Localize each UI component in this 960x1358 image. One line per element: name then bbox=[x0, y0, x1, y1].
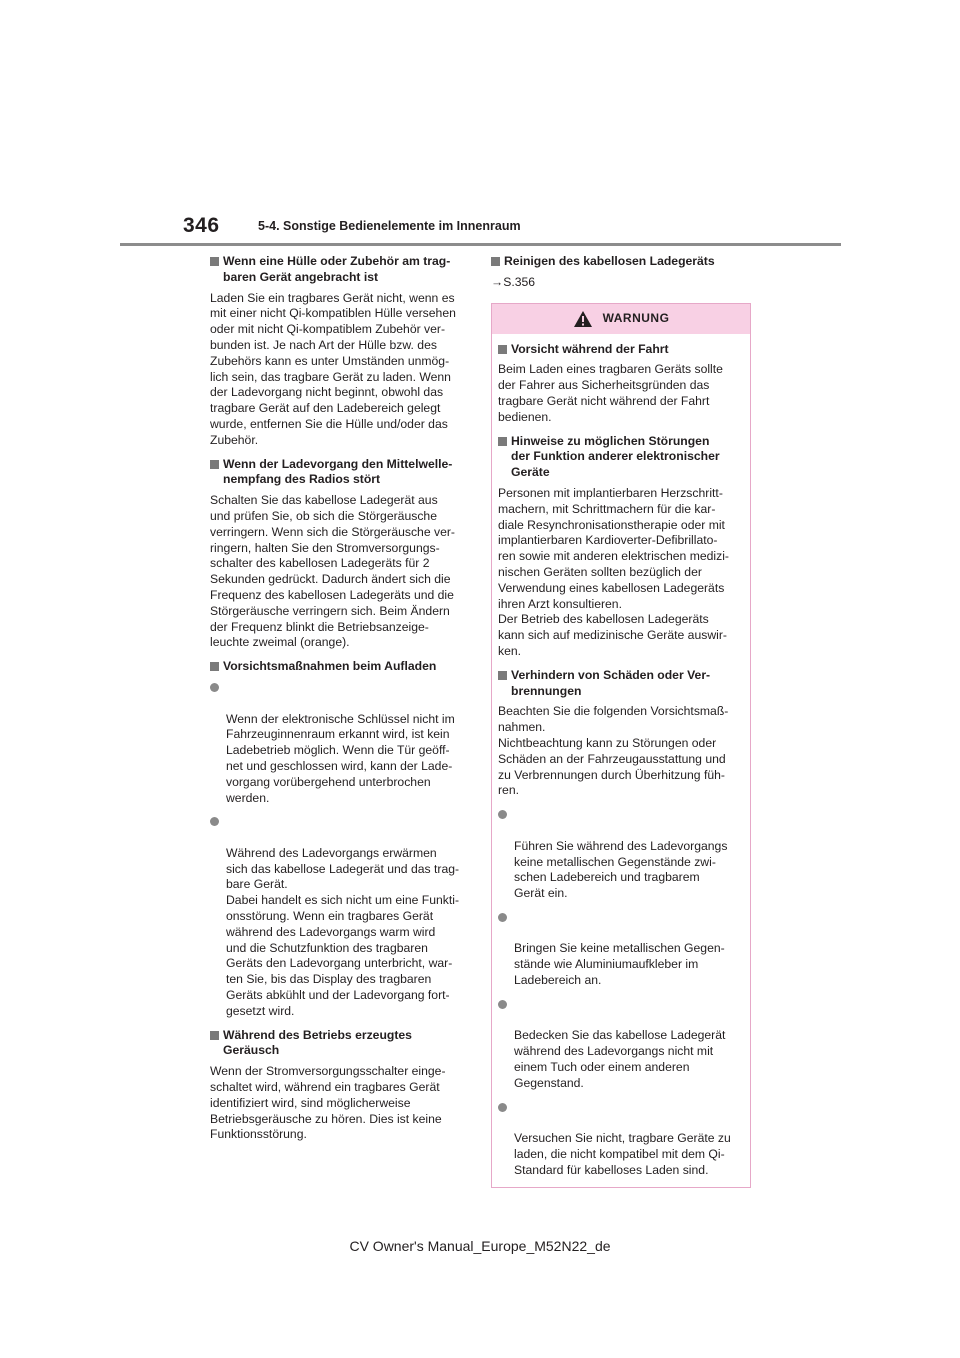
bullet-text: Während des Ladevorgangs erwärmen sich das kabellose Ladegerät und das trag- bare Gerät. Dabei handelt es sich nicht um eine Funkti- onsstörung. Wenn ein tragbares Gerät während des Ladevorgangs warm wird und die Schutzfunktion des tragbaren Geräts den Ladevorgang unterbricht, war- ten Sie, bis das Display des tragbaren Geräts abkühlt und der Ladevorgang fort- gesetzt wird. bbox=[226, 845, 460, 1018]
warning-heading-interference bbox=[498, 434, 744, 481]
section-heading-text: Wenn der Ladevorgang den Mittelwelle- nempfang des Radios stört bbox=[223, 456, 453, 487]
warning-body bbox=[492, 334, 750, 1187]
bullet-item bbox=[210, 814, 468, 1019]
warning-bullet-item bbox=[498, 1100, 744, 1179]
paragraph-case-accessory: Laden Sie ein tragbares Gerät nicht, wenn es mit einer nicht Qi-kompatiblen Hülle versehen oder mit nicht Qi-kompatiblem Zubehör ver- bunden ist. Je nach Art der Hülle bzw. des Zubehörs kann es unter Umständen unmög- lich sein, das tragbare Gerät zu laden. Wenn der Ladevorgang nicht beginnt, obwohl das tragbare Gerät auf den Ladebereich gelegt wurde, entfernen Sie die Hülle und/oder das Zubehör. bbox=[210, 290, 456, 447]
square-bullet-icon bbox=[498, 345, 507, 354]
bullet-item bbox=[210, 680, 468, 806]
section-heading-text: Während des Betriebs erzeugtes Geräusch bbox=[223, 1027, 412, 1058]
header-rule bbox=[120, 243, 841, 246]
paragraph-radio-interference: Schalten Sie das kabellose Ladegerät aus und prüfen Sie, ob sich die Störgeräusche verringern. Wenn sich die Störgeräusche ver- ringern, halten Sie den Stromversorgungs- schalter des kabellosen Ladegeräts für 2 Sekunden gedrückt. Dadurch ändert sich die Frequenz des kabellosen Ladegeräts und die Störgeräusche verringern sich. Beim Ändern der Frequenz blinkt die Betriebsanzeige- leuchte zweimal (orange). bbox=[210, 493, 455, 650]
bullet-text: Bedecken Sie das kabellose Ladegerät während des Ladevorgangs nicht mit einem Tuch oder einem anderen Gegenstand. bbox=[514, 1028, 726, 1090]
warning-triangle-icon bbox=[573, 310, 593, 328]
section-heading-case-accessory bbox=[210, 254, 468, 286]
warning-bullet-item bbox=[498, 910, 744, 989]
bullet-text: Führen Sie während des Ladevorgangs keine metallischen Gegenstände zwi- schen Ladebereich und tragbarem Gerät ein. bbox=[514, 838, 728, 901]
warning-heading-text: Verhindern von Schäden oder Ver- brennungen bbox=[511, 667, 711, 698]
bullet-text: Bringen Sie keine metallischen Gegen- stände wie Aluminiumaufkleber im Ladebereich an. bbox=[514, 941, 725, 988]
warning-paragraph-interference: Personen mit implantierbaren Herzschritt- machern, mit Schrittmachern für die kar- diale Resynchronisationstherapie oder mit implantierbaren Kardioverter-Defibrillato- ren sowie mit anderen elektrischen medizi- nischen Geräten sollten bezüglich der Verwendung eines kabellosen Ladegeräts ihren Arzt konsultieren. Der Betrieb des kabellosen Ladegeräts kann sich auf medizinische Geräte auswir- ken. bbox=[498, 485, 729, 658]
warning-bullet-item bbox=[498, 997, 744, 1092]
warning-box bbox=[491, 303, 751, 1188]
section-heading-operating-noise bbox=[210, 1028, 468, 1060]
warning-bullet-item bbox=[498, 807, 744, 902]
round-bullet-icon bbox=[498, 1000, 507, 1009]
section-heading-text: Wenn eine Hülle oder Zubehör am trag- baren Gerät angebracht ist bbox=[223, 254, 451, 284]
section-title: 5-4. Sonstige Bedienelemente im Innenraum bbox=[258, 219, 521, 233]
section-heading-cleaning bbox=[491, 254, 751, 270]
left-column bbox=[210, 254, 468, 1151]
square-bullet-icon bbox=[210, 257, 219, 266]
section-heading-text: Vorsichtsmaßnahmen beim Aufladen bbox=[223, 659, 437, 674]
square-bullet-icon bbox=[210, 460, 219, 469]
square-bullet-icon bbox=[498, 437, 507, 446]
bullet-text: Versuchen Sie nicht, tragbare Geräte zu laden, die nicht kompatibel mit dem Qi- Standard für kabelloses Laden sind. bbox=[514, 1131, 731, 1177]
warning-paragraph-driving: Beim Laden eines tragbaren Geräts sollte der Fahrer aus Sicherheitsgründen das tragbare Gerät nicht während der Fahrt bedienen. bbox=[498, 362, 723, 424]
warning-heading-text: Hinweise zu möglichen Störungen der Funktion anderer elektronischer Geräte bbox=[511, 433, 720, 480]
round-bullet-icon bbox=[210, 683, 219, 692]
round-bullet-icon bbox=[498, 810, 507, 819]
warning-heading-text: Vorsicht während der Fahrt bbox=[511, 341, 669, 356]
section-heading-text: Reinigen des kabellosen Ladegeräts bbox=[504, 254, 715, 268]
warning-paragraph-damage-burns: Beachten Sie die folgenden Vorsichtsmaß- nahmen. Nichtbeachtung kann zu Störungen oder Schäden an der Fahrzeugausstattung und zu Verbrennungen durch Überhitzung füh- ren. bbox=[498, 704, 729, 798]
square-bullet-icon bbox=[491, 257, 500, 266]
square-bullet-icon bbox=[210, 662, 219, 671]
warning-heading-driving bbox=[498, 342, 744, 358]
square-bullet-icon bbox=[498, 671, 507, 680]
bullet-text: Wenn der elektronische Schlüssel nicht im Fahrzeuginnenraum erkannt wird, ist kein Ladebetrieb möglich. Wenn die Tür geöff- net und geschlossen wird, kann der Lade- vorgang vorübergehend unterbrochen werden. bbox=[226, 711, 455, 805]
round-bullet-icon bbox=[498, 1103, 507, 1112]
section-heading-charging-precautions bbox=[210, 659, 468, 675]
square-bullet-icon bbox=[210, 1031, 219, 1040]
paragraph-operating-noise: Wenn der Stromversorgungsschalter einge- schaltet wird, während ein tragbares Gerät identifiziert wird, sind möglicherweise Betriebsgeräusche zu hören. Dies ist keine Funktionsstörung. bbox=[210, 1064, 446, 1142]
round-bullet-icon bbox=[210, 817, 219, 826]
page-number: 346 bbox=[183, 214, 220, 237]
right-column bbox=[491, 254, 751, 1188]
warning-heading-damage-burns bbox=[498, 668, 744, 700]
round-bullet-icon bbox=[498, 913, 507, 922]
warning-header bbox=[492, 304, 750, 334]
section-heading-radio-interference bbox=[210, 457, 468, 489]
warning-label: WARNUNG bbox=[602, 310, 670, 325]
footer-manual-id: CV Owner's Manual_Europe_M52N22_de bbox=[349, 1238, 611, 1254]
page-reference-link[interactable]: →S.356 bbox=[491, 274, 536, 289]
